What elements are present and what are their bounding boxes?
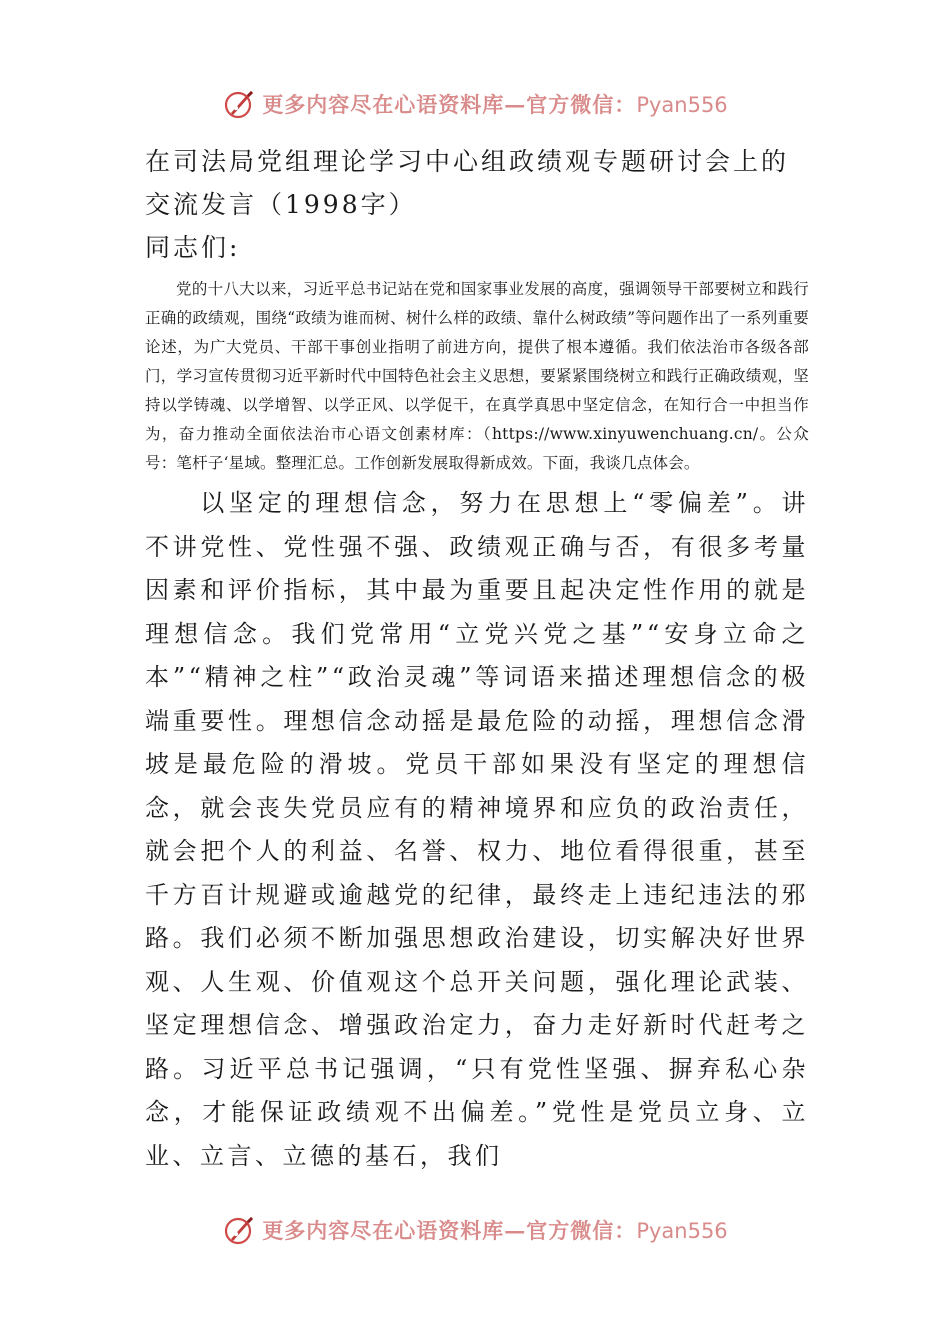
footer-banner [0,1210,950,1250]
banner-text [262,1215,727,1245]
banner-text [262,89,727,119]
pen-nib-circle-icon [222,1212,258,1248]
body-paragraph: 以坚定的理想信念，努力在思想上“零偏差”。讲不讲党性、党性强不强、政绩观正确与否，有很多考量因素和评价指标，其中最为重要且起决定性作用的就是理想信念。我们党常用“立党兴党之基”“安身立命之本”“精神之柱”“政治灵魂”等词语来描述理想信念的极端重要性。理想信念动摇是最危险的动摇，理想信念滑坡是最危险的滑坡。党员干部如果没有坚定的理想信念，就会丧失党员应有的精神境界和应负的政治责任，就会把个人的利益、名誉、权力、地位看得很重，甚至千方百计规避或逾越党的纪律，最终走上违纪违法的邪路。我们必须不断加强思想政治建设，切实解决好世界观、人生观、价值观这个总开关问题，强化理论武装、坚定理想信念、增强政治定力，奋力走好新时代赶考之路。习近平总书记强调，“只有党性坚强、摒弃私心杂念，才能保证政绩观不出偏差。”党性是党员立身、立业、立言、立德的基石，我们 [145,489,809,1170]
banner-wechat-id: Pyan556 [636,1219,728,1243]
document-body [145,140,809,1178]
greeting: 同志们: [145,233,241,262]
document-title: 在司法局党组理论学习中心组政绩观专题研讨会上的交流发言（1998字） [145,147,790,219]
banner-text-cn: 更多内容尽在心语资料库—官方微信： [262,92,637,117]
intro-paragraph: 党的十八大以来，习近平总书记站在党和国家事业发展的高度，强调领导干部要树立和践行正确的政绩观，围绕“政绩为谁而树、树什么样的政绩、靠什么树政绩”等问题作出了一系列重要论述，为广大党员、干部干事创业指明了前进方向，提供了根本遵循。我们依法治市各级各部门，学习宣传贯彻习近平新时代中国特色社会主义思想，要紧紧围绕树立和践行正确政绩观，坚持以学铸魂、以学增智、以学正风、以学促干，在真学真思中坚定信念，在知行合一中担当作为，奋力推动全面依法治市心语文创素材库：（https://www.xinyuwenchuang.cn/。公众号：笔杆子‘星域。整理汇总。工作创新发展取得新成效。下面，我谈几点体会。 [145,280,809,472]
banner-wechat-id: Pyan556 [636,93,728,117]
pen-nib-circle-icon [222,86,258,122]
banner-text-cn: 更多内容尽在心语资料库—官方微信： [262,1218,637,1243]
header-banner [0,84,950,124]
